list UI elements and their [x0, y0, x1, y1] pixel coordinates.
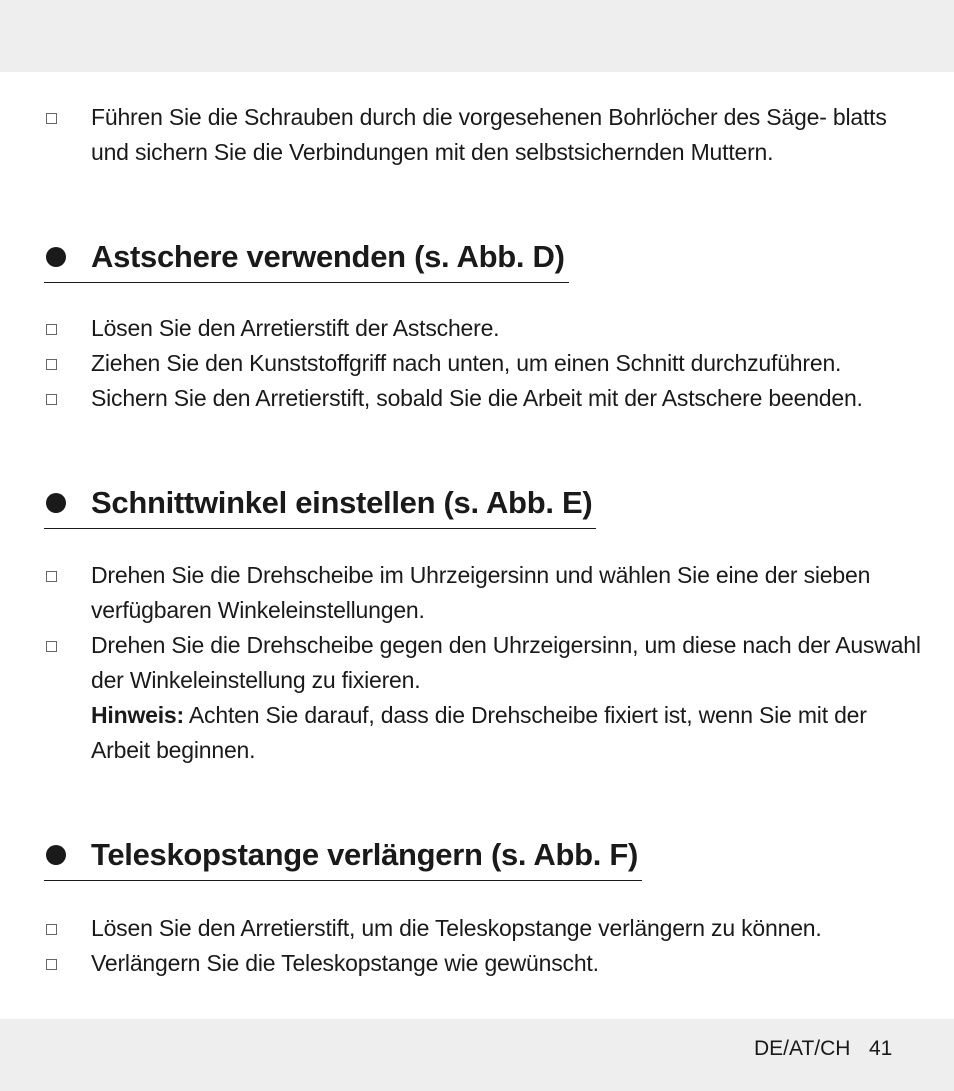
bullet-dot-icon	[46, 247, 66, 267]
bullet-dot-icon	[46, 845, 66, 865]
list-item	[46, 346, 926, 381]
heading-text: Schnittwinkel einstellen (s. Abb. E)	[91, 485, 593, 520]
list-item	[46, 628, 926, 768]
list-item	[46, 381, 926, 416]
checkbox-bullet-icon	[46, 113, 57, 124]
list-item	[46, 558, 926, 628]
list-item	[46, 311, 926, 346]
section-heading-teleskopstange	[44, 830, 642, 881]
list-item	[46, 911, 926, 946]
list-item-text: Lösen Sie den Arretierstift, um die Teleskopstange verlängern zu können.	[91, 915, 822, 941]
list-item-text: Ziehen Sie den Kunststoffgriff nach unten, um einen Schnitt durchzuführen.	[91, 350, 842, 376]
checkbox-bullet-icon	[46, 959, 57, 970]
list-item-text: Sichern Sie den Arretierstift, sobald Sie die Arbeit mit der Astschere beenden.	[91, 385, 863, 411]
list-item-text: Führen Sie die Schrauben durch die vorgesehenen Bohrlöcher des Säge- blatts und sichern Sie die Verbindungen mit den selbstsichernden Muttern.	[91, 104, 887, 165]
heading-text: Teleskopstange verlängern (s. Abb. F)	[91, 837, 639, 872]
bullet-dot-icon	[46, 493, 66, 513]
checkbox-bullet-icon	[46, 359, 57, 370]
list-item-text: Drehen Sie die Drehscheibe im Uhrzeigersinn und wählen Sie eine der sieben verfügbaren Winkeleinstellungen.	[91, 562, 871, 623]
checkbox-bullet-icon	[46, 394, 57, 405]
checkbox-bullet-icon	[46, 641, 57, 652]
list-item-text: Lösen Sie den Arretierstift der Astschere.	[91, 315, 500, 341]
checkbox-bullet-icon	[46, 324, 57, 335]
section-heading-schnittwinkel	[44, 478, 596, 529]
list-item	[46, 100, 926, 170]
checkbox-bullet-icon	[46, 571, 57, 582]
checkbox-bullet-icon	[46, 924, 57, 935]
note-text: Achten Sie darauf, dass die Drehscheibe fixiert ist, wenn Sie mit der Arbeit beginnen.	[91, 702, 867, 763]
section-heading-astschere	[44, 232, 569, 283]
note-label: Hinweis:	[91, 702, 184, 728]
page-number: 41	[869, 1037, 893, 1060]
list-item-body: Drehen Sie die Drehscheibe gegen den Uhrzeigersinn, um diese nach der Auswahl der Winkeleinstellung zu fixieren.	[91, 632, 921, 693]
list-item-text: Verlängern Sie die Teleskopstange wie gewünscht.	[91, 950, 599, 976]
list-item-text	[91, 628, 926, 768]
header-band	[0, 0, 954, 72]
heading-text: Astschere verwenden (s. Abb. D)	[91, 239, 565, 274]
footer-region: DE/AT/CH	[754, 1037, 851, 1060]
list-item	[46, 946, 926, 981]
